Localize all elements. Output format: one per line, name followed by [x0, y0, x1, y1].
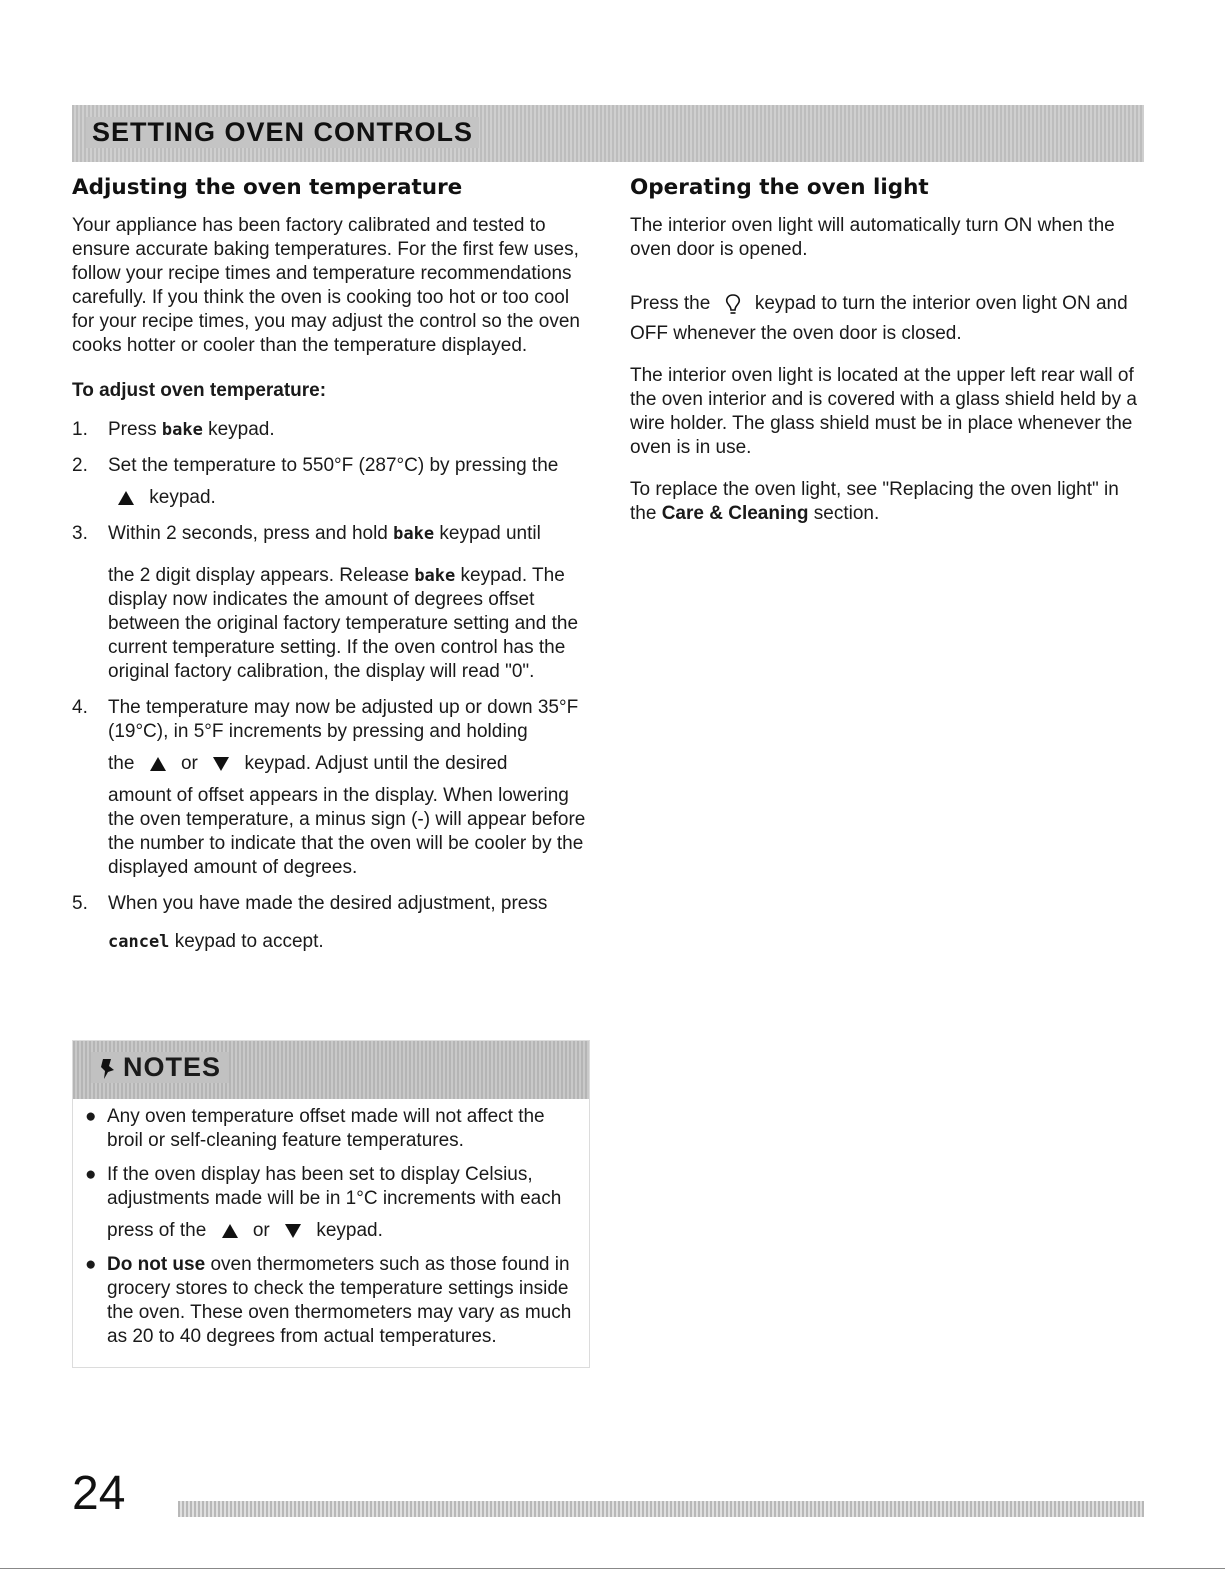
note-text: press of the — [107, 1220, 207, 1241]
step-text: keypad. The display now indicates the amount of degrees offset between the original factory temperature setting and the current temperature setting. If the oven control has the original factory calibration, the display will read "0". — [108, 565, 579, 682]
note-text: oven thermometers such as those found in grocery stores to check the temperature settings inside the oven. These oven thermometers may vary as much as 20 to 40 degrees from actual temperatures. — [107, 1254, 572, 1347]
step-text: Press — [108, 419, 157, 440]
bullet-icon: ● — [85, 1254, 97, 1275]
oven-temperature-intro: Your appliance has been factory calibrated and tested to ensure accurate baking temperatures. For the first few uses, follow your recipe times and temperature recommendations carefully. If you think the oven is cooking too hot or too cool for your recipe times, you may adjust the control so the oven cooks hotter or cooler than the temperature displayed. — [72, 215, 580, 356]
step-number: 2. — [72, 455, 88, 476]
pushpin-icon — [99, 1057, 117, 1081]
bake-keyword: bake — [414, 566, 456, 586]
left-column — [72, 175, 592, 966]
notes-body — [73, 1099, 589, 1349]
step-2 — [72, 454, 592, 510]
note-text: Any oven temperature offset made will not affect the broil or self-cleaning feature temperatures. — [107, 1106, 545, 1151]
step-number: 4. — [72, 697, 88, 718]
paragraph-text: To replace the oven light, see "Replacing the oven light" in the — [630, 479, 1119, 525]
paragraph-text: OFF whenever the oven door is closed. — [630, 323, 962, 345]
notes-header — [73, 1041, 589, 1099]
step-text: keypad. — [149, 487, 216, 508]
bake-keyword: bake — [393, 524, 435, 544]
step-text: keypad to accept. — [174, 931, 324, 952]
chevron-down-icon — [213, 757, 229, 771]
step-key-line — [108, 564, 592, 684]
chevron-up-icon — [118, 491, 134, 505]
step-text: When you have made the desired adjustment, press — [108, 893, 548, 914]
step-text: the 2 digit display appears. Release — [108, 565, 410, 586]
step-key-line — [108, 752, 592, 776]
bullet-icon: ● — [85, 1164, 97, 1185]
oven-light-paragraph-4 — [630, 478, 1150, 526]
note-3 — [81, 1253, 583, 1349]
chevron-up-icon — [150, 757, 166, 771]
note-1 — [81, 1105, 583, 1153]
step-key-line — [108, 930, 592, 954]
oven-light-paragraph-1: The interior oven light will automatically turn ON when the oven door is opened. — [630, 215, 1115, 260]
step-text: Within 2 seconds, press and hold — [108, 523, 388, 544]
step-number: 5. — [72, 893, 88, 914]
notes-title — [91, 1052, 229, 1083]
note-text: or — [252, 1220, 270, 1241]
paragraph-text: section. — [813, 503, 880, 525]
step-text: keypad. Adjust until the desired — [244, 753, 508, 774]
note-2 — [81, 1163, 583, 1243]
bullet-icon: ● — [85, 1106, 97, 1127]
oven-temperature-heading: Adjusting the oven temperature — [72, 175, 463, 200]
bake-keyword: bake — [161, 420, 203, 440]
step-key-line — [108, 486, 592, 510]
footer-bar — [178, 1501, 1144, 1517]
care-cleaning-reference: Care & Cleaning — [661, 503, 809, 525]
note-key-line — [107, 1219, 583, 1243]
paragraph-text: keypad to turn the interior oven light ON and — [754, 293, 1128, 315]
step-text: keypad until — [439, 523, 541, 544]
right-column — [630, 175, 1150, 526]
oven-light-paragraph-2 — [630, 292, 1150, 346]
step-5 — [72, 892, 592, 954]
cancel-keyword: cancel — [108, 932, 170, 952]
step-number: 1. — [72, 419, 88, 440]
step-text: keypad. — [208, 419, 275, 440]
note-text: keypad. — [316, 1220, 383, 1241]
step-1 — [72, 418, 592, 442]
section-title: SETTING OVEN CONTROLS — [86, 117, 479, 148]
paragraph-text: Press the — [630, 293, 711, 315]
page-number: 24 — [72, 1467, 126, 1520]
step-3 — [72, 522, 592, 684]
note-text: If the oven display has been set to display Celsius, adjustments made will be in 1°C increments with each — [107, 1164, 562, 1209]
step-number: 3. — [72, 523, 88, 544]
chevron-down-icon — [285, 1224, 301, 1238]
step-text: amount of offset appears in the display. When lowering the oven temperature, a minus sign (-) will appear before the number to indicate that the oven will be cooler by the displayed amount of degrees. — [108, 785, 586, 878]
oven-light-heading: Operating the oven light — [630, 175, 929, 200]
notes-box — [72, 1040, 590, 1368]
adjust-steps-list — [72, 418, 592, 954]
oven-light-paragraph-3: The interior oven light is located at the upper left rear wall of the oven interior and is covered with a glass shield held by a wire holder. The glass shield must be in place whenever the oven is in use. — [630, 365, 1137, 459]
notes-title-text: NOTES — [123, 1052, 222, 1082]
section-banner — [72, 105, 1144, 162]
step-text: or — [180, 753, 198, 774]
chevron-up-icon — [222, 1224, 238, 1238]
light-bulb-icon — [724, 292, 742, 316]
bottom-rule — [0, 1568, 1225, 1569]
step-text: the — [108, 753, 135, 774]
adjust-subheading: To adjust oven temperature: — [72, 380, 327, 401]
note-bold-text: Do not use — [107, 1254, 206, 1275]
step-text: The temperature may now be adjusted up or down 35°F (19°C), in 5°F increments by pressing and holding — [108, 697, 579, 742]
step-text: Set the temperature to 550°F (287°C) by pressing the — [108, 455, 559, 476]
step-4 — [72, 696, 592, 880]
